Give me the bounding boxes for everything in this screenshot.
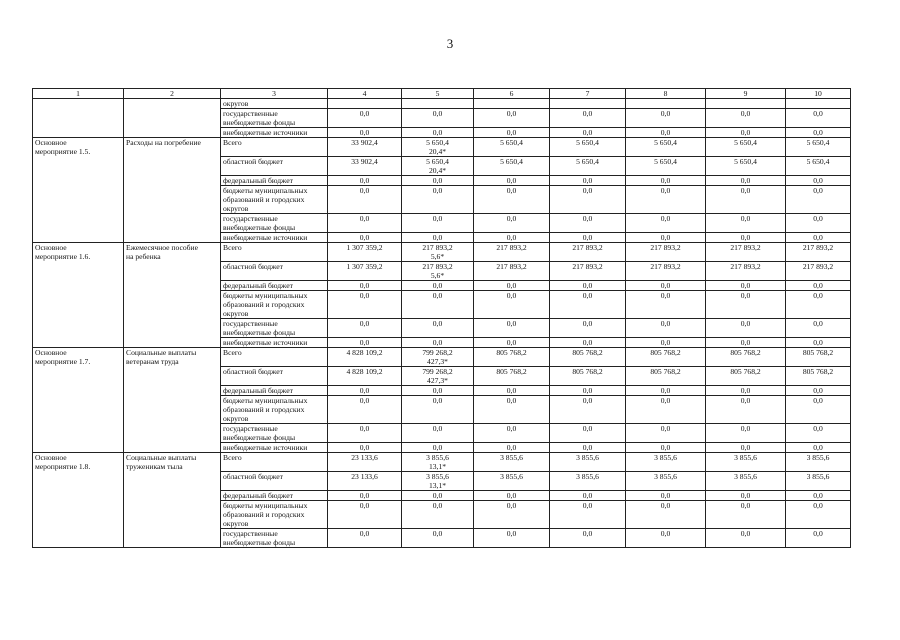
amount-cell: 0,0 (786, 424, 851, 443)
amount-cell: 0,0 (786, 386, 851, 396)
amount-cell: 0,0 (328, 186, 402, 214)
amount-cell: 217 893,2 (474, 243, 550, 262)
column-number: 10 (786, 89, 851, 99)
amount-cell: 0,0 (474, 491, 550, 501)
amount-cell: 0,0 (474, 233, 550, 243)
amount-cell: 0,0 (786, 319, 851, 338)
amount-cell: 0,0 (402, 109, 474, 128)
funding-source-cell: государственные внебюджетные фонды (221, 529, 328, 548)
amount-cell: 0,0 (402, 338, 474, 348)
amount-cell: 217 893,2 (474, 262, 550, 281)
column-number-header (33, 89, 851, 99)
amount-cell: 0,0 (550, 529, 626, 548)
amount-cell: 0,0 (550, 424, 626, 443)
amount-cell: 217 893,2 5,6* (402, 262, 474, 281)
amount-cell: 23 133,6 (328, 453, 402, 472)
amount-cell: 3 855,6 13,1* (402, 472, 474, 491)
amount-cell: 3 855,6 (474, 472, 550, 491)
amount-cell: 0,0 (550, 214, 626, 233)
amount-cell (626, 99, 706, 109)
amount-cell: 0,0 (706, 396, 786, 424)
funding-source-cell: бюджеты муниципальных образований и городских округов (221, 501, 328, 529)
amount-cell: 5 650,4 (550, 138, 626, 157)
amount-cell: 0,0 (786, 214, 851, 233)
amount-cell: 1 307 359,2 (328, 243, 402, 262)
funding-source-cell: государственные внебюджетные фонды (221, 109, 328, 128)
amount-cell: 0,0 (474, 281, 550, 291)
funding-source-cell: государственные внебюджетные фонды (221, 214, 328, 233)
amount-cell: 0,0 (626, 386, 706, 396)
amount-cell: 0,0 (626, 338, 706, 348)
amount-cell: 217 893,2 (626, 243, 706, 262)
amount-cell: 805 768,2 (706, 367, 786, 386)
amount-cell: 0,0 (626, 233, 706, 243)
amount-cell: 0,0 (706, 501, 786, 529)
amount-cell: 799 268,2 427,3* (402, 348, 474, 367)
amount-cell: 217 893,2 (550, 243, 626, 262)
amount-cell: 0,0 (626, 186, 706, 214)
amount-cell: 4 828 109,2 (328, 348, 402, 367)
funding-source-cell: федеральный бюджет (221, 281, 328, 291)
amount-cell: 0,0 (786, 176, 851, 186)
amount-cell: 0,0 (474, 424, 550, 443)
funding-source-cell: Всего (221, 138, 328, 157)
amount-cell: 3 855,6 (626, 472, 706, 491)
amount-cell: 5 650,4 (626, 157, 706, 176)
amount-cell: 0,0 (474, 386, 550, 396)
amount-cell: 5 650,4 20,4* (402, 157, 474, 176)
amount-cell: 5 650,4 20,4* (402, 138, 474, 157)
amount-cell: 0,0 (706, 176, 786, 186)
amount-cell: 0,0 (626, 281, 706, 291)
column-number: 5 (402, 89, 474, 99)
amount-cell: 0,0 (626, 396, 706, 424)
amount-cell: 217 893,2 (786, 243, 851, 262)
table-row (33, 348, 851, 367)
amount-cell: 0,0 (402, 386, 474, 396)
activity-description-cell: Расходы на погребение (124, 138, 221, 243)
table-row (33, 453, 851, 472)
amount-cell: 799 268,2 427,3* (402, 367, 474, 386)
amount-cell: 0,0 (328, 291, 402, 319)
amount-cell: 0,0 (786, 128, 851, 138)
amount-cell: 0,0 (550, 338, 626, 348)
amount-cell: 0,0 (626, 424, 706, 443)
amount-cell: 0,0 (402, 291, 474, 319)
amount-cell: 0,0 (474, 109, 550, 128)
amount-cell: 0,0 (626, 443, 706, 453)
amount-cell: 0,0 (474, 214, 550, 233)
activity-description-cell: Социальные выплаты труженикам тыла (124, 453, 221, 548)
amount-cell: 3 855,6 (550, 472, 626, 491)
funding-source-cell: федеральный бюджет (221, 386, 328, 396)
amount-cell: 0,0 (328, 386, 402, 396)
amount-cell: 5 650,4 (706, 157, 786, 176)
column-number: 4 (328, 89, 402, 99)
amount-cell: 0,0 (402, 443, 474, 453)
amount-cell: 5 650,4 (786, 157, 851, 176)
amount-cell: 0,0 (626, 176, 706, 186)
amount-cell: 0,0 (786, 501, 851, 529)
amount-cell: 3 855,6 (550, 453, 626, 472)
amount-cell: 5 650,4 (474, 157, 550, 176)
amount-cell: 0,0 (402, 501, 474, 529)
funding-source-cell: бюджеты муниципальных образований и городских округов (221, 396, 328, 424)
funding-source-cell: государственные внебюджетные фонды (221, 319, 328, 338)
amount-cell: 0,0 (474, 291, 550, 319)
amount-cell: 0,0 (786, 443, 851, 453)
amount-cell: 0,0 (786, 291, 851, 319)
amount-cell: 0,0 (328, 319, 402, 338)
funding-source-cell: внебюджетные источники (221, 233, 328, 243)
amount-cell: 3 855,6 (706, 453, 786, 472)
amount-cell: 0,0 (550, 443, 626, 453)
column-number: 8 (626, 89, 706, 99)
amount-cell: 0,0 (706, 281, 786, 291)
amount-cell: 3 855,6 (786, 472, 851, 491)
amount-cell: 3 855,6 (626, 453, 706, 472)
amount-cell: 0,0 (550, 396, 626, 424)
amount-cell: 0,0 (328, 501, 402, 529)
amount-cell: 0,0 (328, 109, 402, 128)
funding-source-cell: Всего (221, 348, 328, 367)
amount-cell: 0,0 (402, 396, 474, 424)
amount-cell: 5 650,4 (474, 138, 550, 157)
amount-cell: 0,0 (550, 281, 626, 291)
amount-cell: 0,0 (474, 186, 550, 214)
amount-cell (550, 99, 626, 109)
amount-cell: 0,0 (550, 128, 626, 138)
activity-name-cell: Основное мероприятие 1.8. (33, 453, 124, 548)
amount-cell: 0,0 (706, 529, 786, 548)
amount-cell: 5 650,4 (786, 138, 851, 157)
amount-cell: 0,0 (402, 529, 474, 548)
amount-cell: 0,0 (328, 529, 402, 548)
amount-cell: 0,0 (550, 186, 626, 214)
amount-cell: 0,0 (550, 386, 626, 396)
page-number: 3 (446, 36, 454, 51)
amount-cell (706, 99, 786, 109)
table-body (33, 99, 851, 548)
amount-cell: 4 828 109,2 (328, 367, 402, 386)
amount-cell: 0,0 (402, 281, 474, 291)
column-number: 1 (33, 89, 124, 99)
amount-cell: 0,0 (626, 529, 706, 548)
amount-cell: 805 768,2 (550, 348, 626, 367)
funding-source-cell: федеральный бюджет (221, 491, 328, 501)
amount-cell: 0,0 (328, 396, 402, 424)
amount-cell: 0,0 (474, 319, 550, 338)
amount-cell: 0,0 (626, 491, 706, 501)
amount-cell: 0,0 (474, 529, 550, 548)
amount-cell: 1 307 359,2 (328, 262, 402, 281)
amount-cell: 0,0 (786, 281, 851, 291)
amount-cell: 0,0 (474, 338, 550, 348)
amount-cell: 805 768,2 (786, 367, 851, 386)
amount-cell: 217 893,2 (706, 262, 786, 281)
amount-cell: 0,0 (474, 501, 550, 529)
amount-cell: 0,0 (328, 338, 402, 348)
amount-cell: 0,0 (328, 233, 402, 243)
amount-cell: 0,0 (786, 396, 851, 424)
amount-cell: 0,0 (786, 529, 851, 548)
funding-source-cell: федеральный бюджет (221, 176, 328, 186)
amount-cell: 0,0 (550, 319, 626, 338)
funding-source-cell: внебюджетные источники (221, 128, 328, 138)
amount-cell: 0,0 (626, 319, 706, 338)
amount-cell: 0,0 (626, 109, 706, 128)
column-number: 6 (474, 89, 550, 99)
amount-cell: 33 902,4 (328, 138, 402, 157)
table-row (33, 99, 851, 109)
amount-cell: 0,0 (786, 109, 851, 128)
amount-cell: 0,0 (328, 176, 402, 186)
budget-table (32, 88, 851, 548)
table-row (33, 243, 851, 262)
amount-cell: 3 855,6 (786, 453, 851, 472)
amount-cell: 0,0 (550, 491, 626, 501)
amount-cell: 0,0 (402, 491, 474, 501)
amount-cell: 0,0 (328, 491, 402, 501)
amount-cell: 217 893,2 5,6* (402, 243, 474, 262)
amount-cell: 0,0 (328, 214, 402, 233)
amount-cell: 0,0 (706, 109, 786, 128)
funding-source-cell: областной бюджет (221, 367, 328, 386)
amount-cell (328, 99, 402, 109)
amount-cell: 805 768,2 (626, 367, 706, 386)
amount-cell: 0,0 (402, 319, 474, 338)
amount-cell: 0,0 (786, 186, 851, 214)
amount-cell: 0,0 (402, 233, 474, 243)
amount-cell: 805 768,2 (474, 367, 550, 386)
amount-cell: 0,0 (626, 128, 706, 138)
amount-cell: 0,0 (474, 443, 550, 453)
amount-cell: 0,0 (786, 491, 851, 501)
funding-source-cell: внебюджетные источники (221, 338, 328, 348)
amount-cell: 3 855,6 (474, 453, 550, 472)
amount-cell: 0,0 (550, 176, 626, 186)
funding-source-cell: областной бюджет (221, 157, 328, 176)
amount-cell: 5 650,4 (626, 138, 706, 157)
amount-cell (402, 99, 474, 109)
table-row (33, 138, 851, 157)
amount-cell: 0,0 (626, 291, 706, 319)
amount-cell: 23 133,6 (328, 472, 402, 491)
column-number: 3 (221, 89, 328, 99)
amount-cell: 33 902,4 (328, 157, 402, 176)
amount-cell: 0,0 (706, 214, 786, 233)
activity-name-cell: Основное мероприятие 1.6. (33, 243, 124, 348)
funding-source-cell: Всего (221, 243, 328, 262)
funding-source-cell: областной бюджет (221, 472, 328, 491)
amount-cell: 0,0 (706, 186, 786, 214)
amount-cell: 0,0 (328, 424, 402, 443)
amount-cell: 217 893,2 (786, 262, 851, 281)
amount-cell: 0,0 (328, 443, 402, 453)
activity-description-cell: Социальные выплаты ветеранам труда (124, 348, 221, 453)
amount-cell: 217 893,2 (706, 243, 786, 262)
amount-cell: 0,0 (474, 128, 550, 138)
funding-source-cell: областной бюджет (221, 262, 328, 281)
funding-source-cell: внебюджетные источники (221, 443, 328, 453)
amount-cell: 805 768,2 (786, 348, 851, 367)
amount-cell: 0,0 (706, 233, 786, 243)
amount-cell: 0,0 (402, 214, 474, 233)
amount-cell: 0,0 (706, 386, 786, 396)
activity-name-cell: Основное мероприятие 1.7. (33, 348, 124, 453)
amount-cell: 0,0 (786, 338, 851, 348)
amount-cell: 0,0 (328, 281, 402, 291)
amount-cell: 0,0 (706, 291, 786, 319)
activity-name-cell (33, 99, 124, 138)
amount-cell: 0,0 (706, 424, 786, 443)
amount-cell (474, 99, 550, 109)
amount-cell: 0,0 (550, 501, 626, 529)
column-number: 9 (706, 89, 786, 99)
amount-cell: 217 893,2 (626, 262, 706, 281)
amount-cell (786, 99, 851, 109)
amount-cell: 0,0 (706, 491, 786, 501)
activity-description-cell: Ежемесячное пособие на ребенка (124, 243, 221, 348)
activity-name-cell: Основное мероприятие 1.5. (33, 138, 124, 243)
activity-description-cell (124, 99, 221, 138)
amount-cell: 0,0 (550, 291, 626, 319)
amount-cell: 0,0 (706, 128, 786, 138)
amount-cell: 0,0 (550, 233, 626, 243)
amount-cell: 805 768,2 (474, 348, 550, 367)
amount-cell: 0,0 (474, 176, 550, 186)
amount-cell: 0,0 (402, 186, 474, 214)
amount-cell: 0,0 (550, 109, 626, 128)
amount-cell: 0,0 (786, 233, 851, 243)
funding-source-cell: Всего (221, 453, 328, 472)
amount-cell: 0,0 (626, 501, 706, 529)
amount-cell: 0,0 (402, 176, 474, 186)
amount-cell: 0,0 (626, 214, 706, 233)
amount-cell: 3 855,6 13,1* (402, 453, 474, 472)
amount-cell: 5 650,4 (550, 157, 626, 176)
funding-source-cell: округов (221, 99, 328, 109)
amount-cell: 805 768,2 (706, 348, 786, 367)
amount-cell: 0,0 (328, 128, 402, 138)
amount-cell: 0,0 (706, 443, 786, 453)
amount-cell: 5 650,4 (706, 138, 786, 157)
amount-cell: 0,0 (706, 319, 786, 338)
funding-source-cell: государственные внебюджетные фонды (221, 424, 328, 443)
amount-cell: 805 768,2 (626, 348, 706, 367)
amount-cell: 0,0 (706, 338, 786, 348)
column-number: 7 (550, 89, 626, 99)
column-number: 2 (124, 89, 221, 99)
funding-source-cell: бюджеты муниципальных образований и городских округов (221, 291, 328, 319)
amount-cell: 0,0 (474, 396, 550, 424)
amount-cell: 0,0 (402, 128, 474, 138)
amount-cell: 217 893,2 (550, 262, 626, 281)
amount-cell: 0,0 (402, 424, 474, 443)
funding-source-cell: бюджеты муниципальных образований и городских округов (221, 186, 328, 214)
amount-cell: 805 768,2 (550, 367, 626, 386)
amount-cell: 3 855,6 (706, 472, 786, 491)
